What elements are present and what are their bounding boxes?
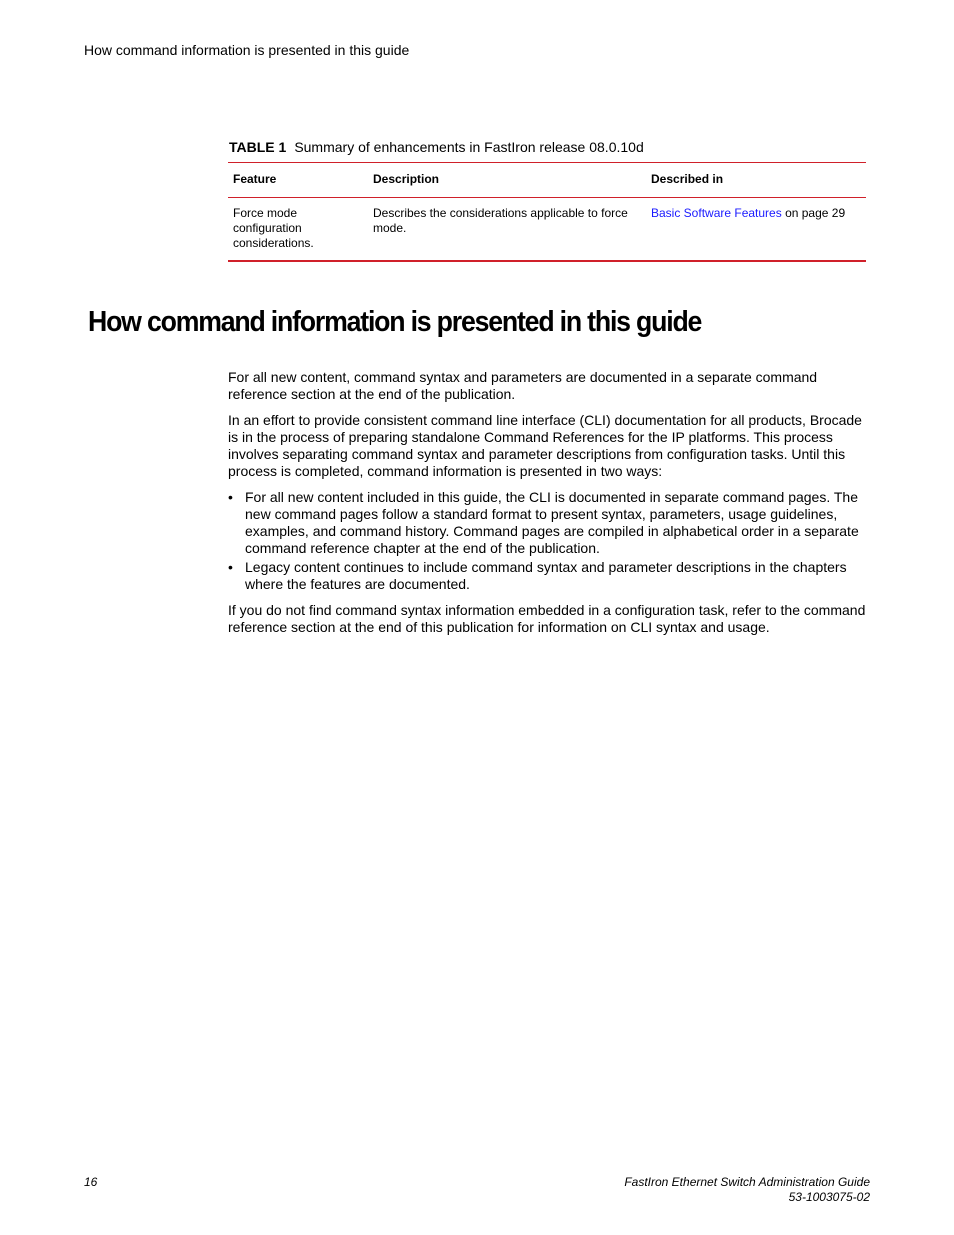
- table-row: [228, 198, 866, 262]
- section-heading: How command information is presented in this guide: [88, 306, 702, 338]
- list-item: [228, 489, 868, 557]
- footer-page-number: 16: [84, 1175, 98, 1189]
- footer-doc-number: 53-1003075-02: [788, 1190, 870, 1204]
- list-item-text: Legacy content continues to include command syntax and parameter descriptions in the chapters where the features are documented.: [245, 559, 847, 592]
- section-body: [228, 369, 868, 645]
- bullet-list: [228, 489, 868, 593]
- table-caption: [229, 139, 644, 156]
- table-caption-text: Summary of enhancements in FastIron release 08.0.10d: [294, 139, 644, 155]
- bullet-icon: •: [228, 489, 233, 505]
- summary-table: [228, 162, 866, 262]
- table-header-row: [228, 163, 866, 198]
- column-header-described-in: Described in: [646, 163, 866, 198]
- cell-description: Describes the considerations applicable to force mode.: [368, 198, 646, 262]
- cell-described-in: [646, 198, 866, 262]
- footer-guide-title: FastIron Ethernet Switch Administration Guide: [624, 1175, 870, 1189]
- running-header: How command information is presented in this guide: [84, 42, 410, 58]
- paragraph-3: If you do not find command syntax information embedded in a configuration task, refer to the command reference section at the end of this publication for information on CLI syntax and usage.: [228, 602, 866, 635]
- list-item: [228, 559, 868, 593]
- footer-doc-info: [624, 1175, 870, 1205]
- summary-table-container: [228, 162, 866, 262]
- list-item-text: For all new content included in this guide, the CLI is documented in separate command pages. The new command pages follow a standard format to present syntax, parameters, usage guidelines, examples, and command history. Command pages are compiled in alphabetical order in a separate command reference chapter at the end of the publication.: [245, 489, 859, 556]
- paragraph-1: For all new content, command syntax and parameters are documented in a separate command reference section at the end of the publication.: [228, 369, 818, 402]
- bullet-icon: •: [228, 559, 233, 575]
- cell-feature: Force mode configuration considerations.: [228, 198, 368, 262]
- column-header-feature: Feature: [228, 163, 368, 198]
- basic-software-features-link[interactable]: Basic Software Features: [651, 206, 782, 220]
- column-header-description: Description: [368, 163, 646, 198]
- link-page-suffix: on page 29: [781, 206, 846, 220]
- paragraph-2: In an effort to provide consistent command line interface (CLI) documentation for all products, Brocade is in the process of preparing standalone Command References for the IP platforms. This process involves separating command syntax and parameter descriptions from configuration tasks. Until this process is completed, command information is presented in two ways:: [228, 412, 862, 479]
- table-caption-label: TABLE 1: [229, 139, 287, 155]
